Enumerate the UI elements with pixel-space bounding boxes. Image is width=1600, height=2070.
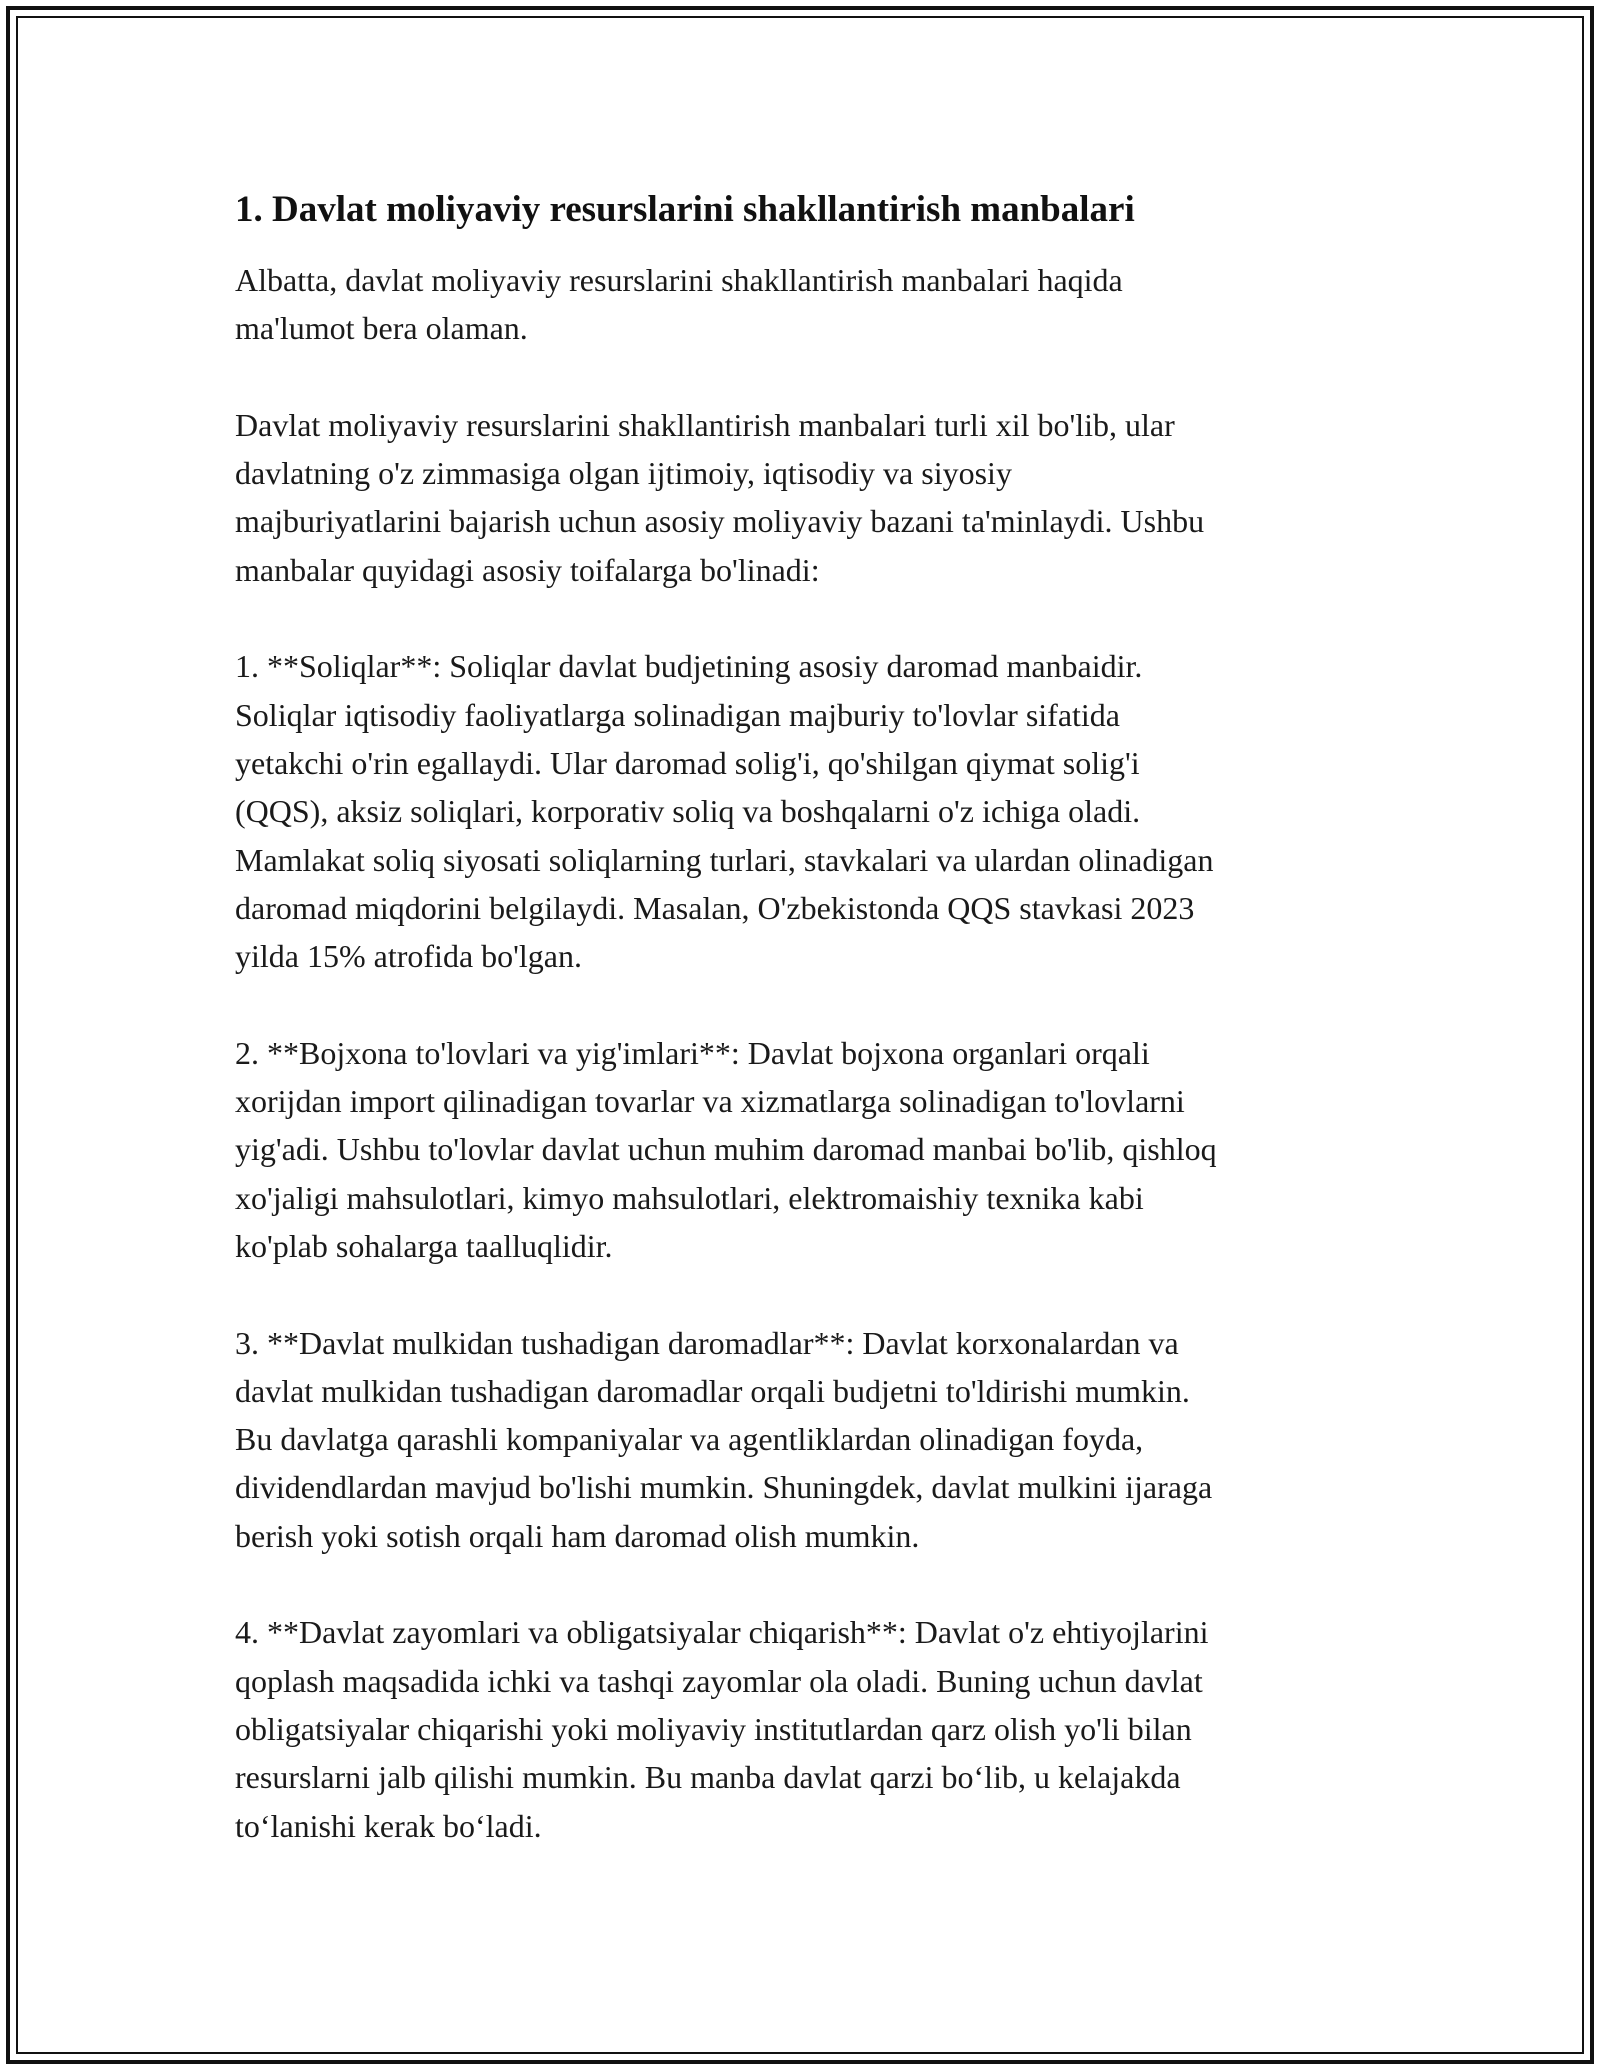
list-item-bojxona: 2. **Bojxona to'lovlari va yig'imlari**: Davlat bojxona organlari orqali xorijdan import qilinadigan tovarlar va xizmatlarga solinadigan to'lovlarni yig'adi. Ushbu to'lovlar davlat uchun muhim daromad manbai bo'lib, qishloq xo'jaligi mahsulotlari, kimyo mahsulotlari, elektromaishiy texnika kabi ko'plab sohalarga taalluqlidir.: [235, 1034, 1217, 1264]
overview-paragraph: Davlat moliyaviy resurslarini shakllantirish manbalari turli xil bo'lib, ular davlatning o'z zimmasiga olgan ijtimoiy, iqtisodiy va siyosiy majburiyatlarini bajarish uchun asosiy moliyaviy bazani ta'minlaydi. Ushbu manbalar quyidagi asosiy toifalarga bo'linadi:: [235, 406, 1205, 588]
list-item-zayomlar: 4. **Davlat zayomlari va obligatsiyalar chiqarish**: Davlat o'z ehtiyojlarini qoplash maqsadida ichki va tashqi zayomlar ola oladi. Buning uchun davlat obligatsiyalar chiqarishi yoki moliyaviy institutlardan qarz olish yo'li bilan resurslarni jalb qilishi mumkin. Bu manba davlat qarzi bo‘lib, u kelajakda to‘lanishi kerak bo‘ladi.: [235, 1614, 1209, 1844]
list-item-davlat-mulki: 3. **Davlat mulkidan tushadigan daromadlar**: Davlat korxonalardan va davlat mulkidan tushadigan daromadlar orqali budjetni to'ldirishi mumkin. Bu davlatga qarashli kompaniyalar va agentliklardan olinadigan foyda, dividendlardan mavjud bo'lishi mumkin. Shuningdek, davlat mulkini ijaraga berish yoki sotish orqali ham daromad olish mumkin.: [235, 1324, 1213, 1554]
document-body: [235, 186, 1385, 1898]
document-title: 1. Davlat moliyaviy resurslarini shakllantirish manbalari: [235, 189, 1135, 230]
intro-paragraph: Albatta, davlat moliyaviy resurslarini shakllantirish manbalari haqida ma'lumot bera olaman.: [235, 262, 1123, 347]
list-item-soliqlar: 1. **Soliqlar**: Soliqlar davlat budjetining asosiy daromad manbaidir. Soliqlar iqtisodiy faoliyatlarga solinadigan majburiy to'lovlar sifatida yetakchi o'rin egallaydi. Ular daromad solig'i, qo'shilgan qiymat solig'i (QQS), aksiz soliqlari, korporativ soliq va boshqalarni o'z ichiga oladi. Mamlakat soliq siyosati soliqlarning turlari, stavkalari va ulardan olinadigan daromad miqdorini belgilaydi. Masalan, O'zbekistonda QQS stavkasi 2023 yilda 15% atrofida bo'lgan.: [235, 648, 1214, 975]
